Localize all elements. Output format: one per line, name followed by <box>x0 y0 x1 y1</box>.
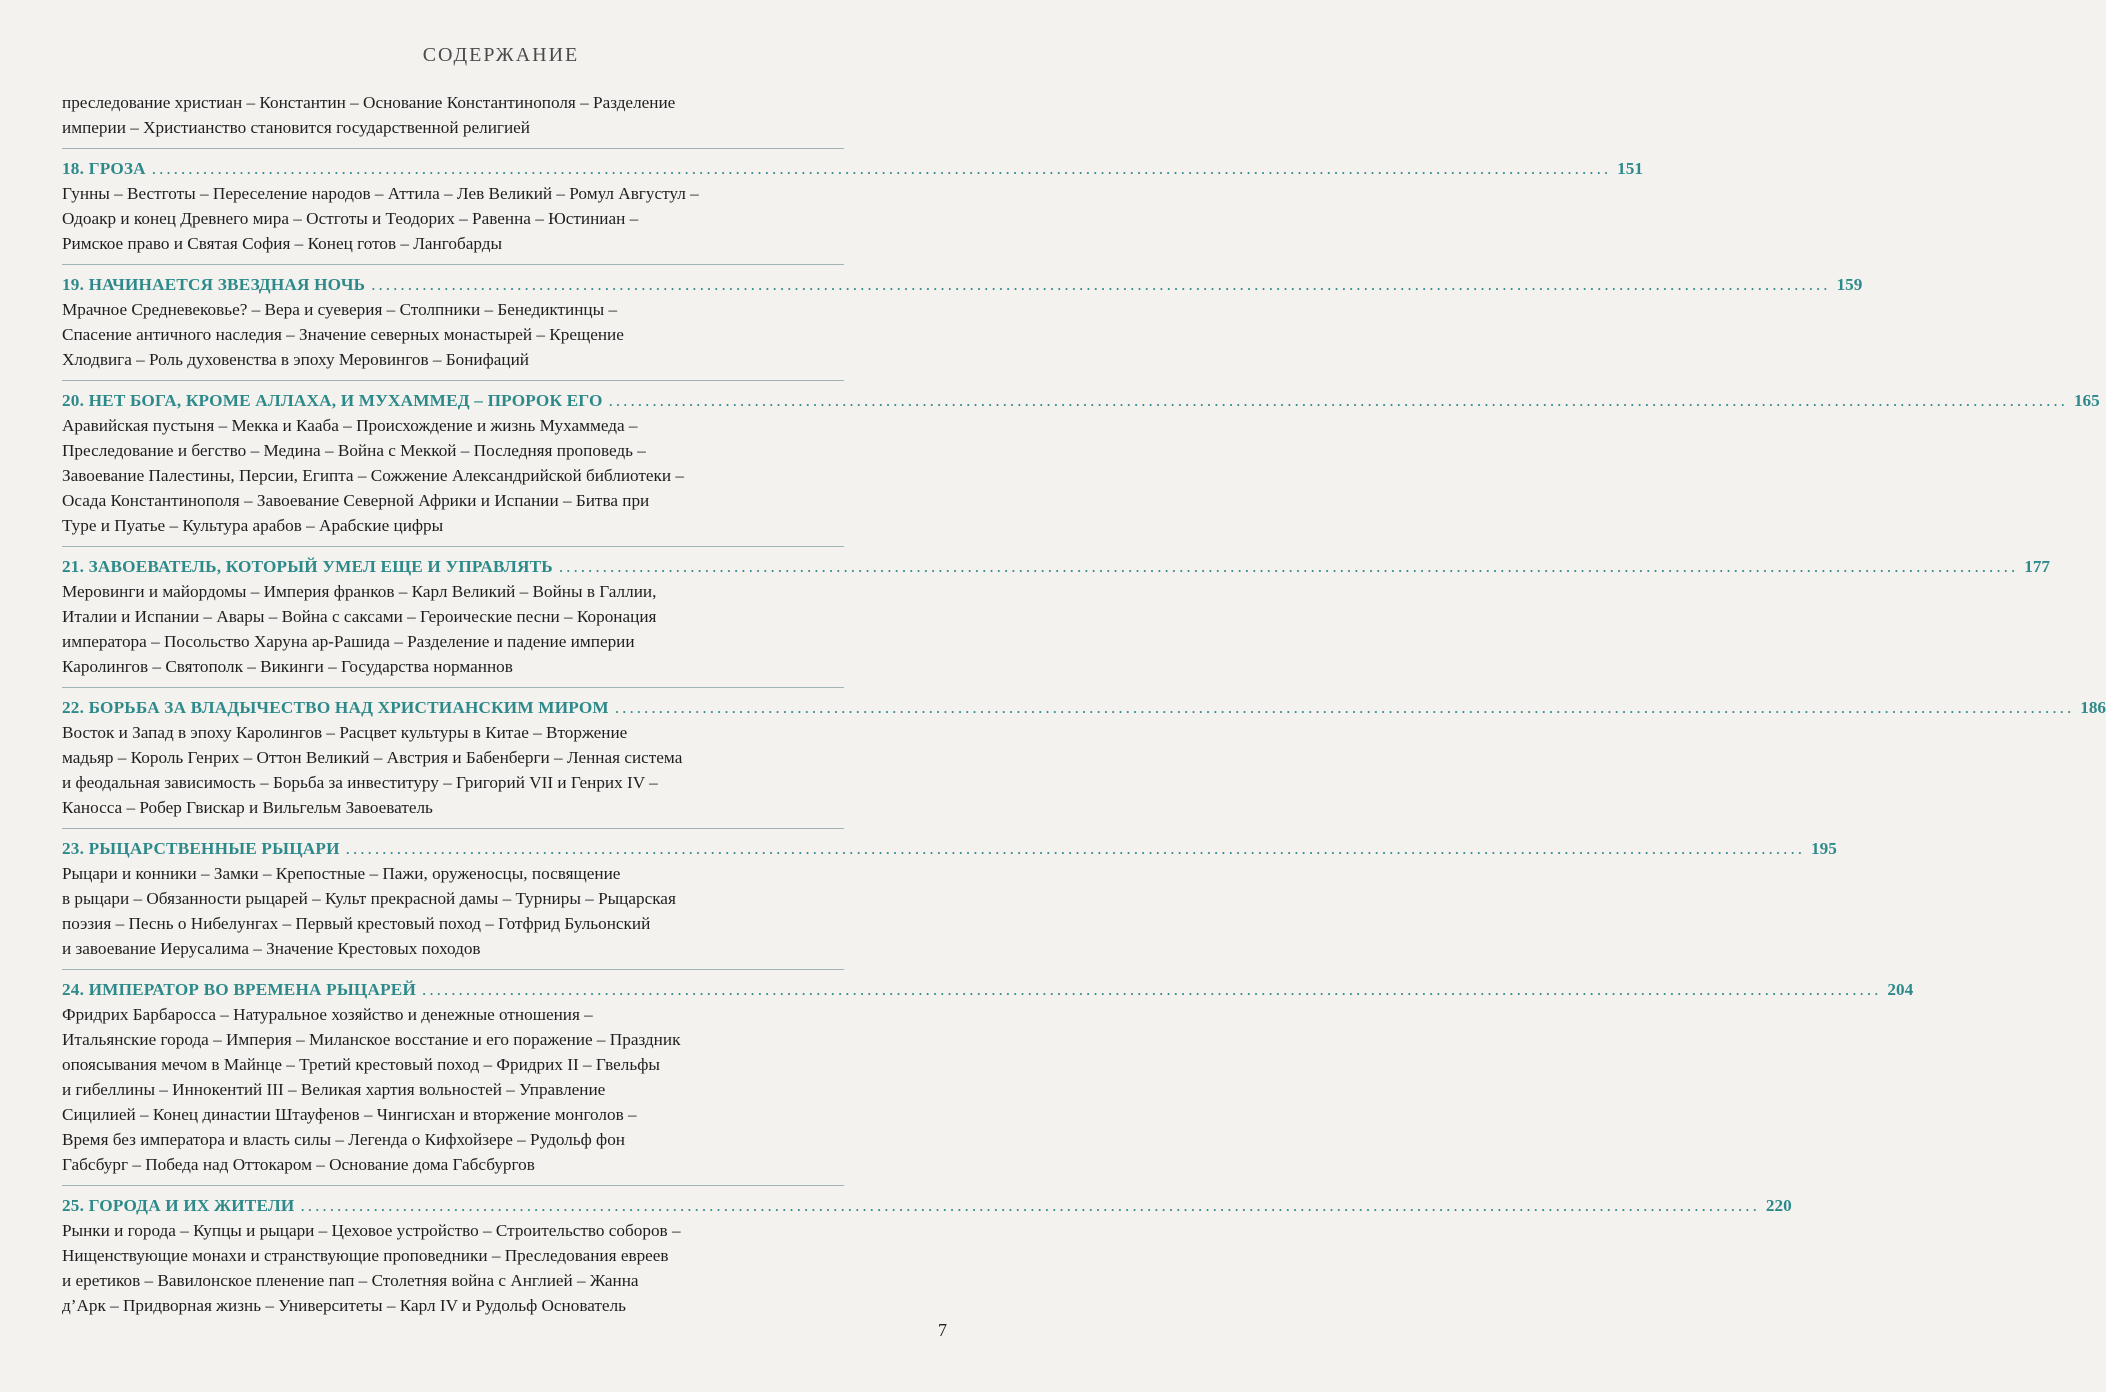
chapter-divider <box>62 148 844 149</box>
text-line: Италии и Испании – Авары – Война с саксами – Героические песни – Коронация <box>62 607 657 626</box>
text-line: Преследование и бегство – Медина – Война с Меккой – Последняя проповедь – <box>62 441 646 460</box>
leader-dots: ........................................................................................................................................................................................................ <box>422 980 1882 999</box>
text-line: и феодальная зависимость – Борьба за инвеституру – Григорий VII и Генрих IV – <box>62 773 658 792</box>
leader-dots: ........................................................................................................................................................................................................ <box>371 275 1831 294</box>
chapter-title: 20. НЕТ БОГА, КРОМЕ АЛЛАХА, И МУХАММЕД – ПРОРОК ЕГО <box>62 391 603 410</box>
chapter-page-number: 159 <box>1836 275 1863 294</box>
chapter-heading[interactable] <box>62 388 2100 413</box>
chapter-divider <box>62 969 844 970</box>
chapter-heading[interactable] <box>62 554 2051 579</box>
toc-content <box>62 90 2106 1318</box>
text-line: Туре и Пуатье – Культура арабов – Арабские цифры <box>62 516 444 535</box>
toc-chapter <box>62 264 1863 372</box>
leader-dots: ........................................................................................................................................................................................................ <box>558 557 2019 576</box>
text-line: Каносса – Робер Гвискар и Вильгельм Завоеватель <box>62 798 433 817</box>
text-line: и еретиков – Вавилонское пленение пап – Столетняя война с Англией – Жанна <box>62 1271 639 1290</box>
text-line: Хлодвига – Роль духовенства в эпоху Меровингов – Бонифаций <box>62 350 529 369</box>
toc-chapter <box>62 969 1914 1177</box>
text-line: Каролингов – Святополк – Викинги – Государства норманнов <box>62 657 513 676</box>
chapter-title: 21. ЗАВОЕВАТЕЛЬ, КОТОРЫЙ УМЕЛ ЕЩЕ И УПРАВЛЯТЬ <box>62 557 553 576</box>
chapter-heading[interactable] <box>62 977 1914 1002</box>
text-line: Завоевание Палестины, Персии, Египта – Сожжение Александрийской библиотеки – <box>62 466 684 485</box>
chapter-topics <box>62 1218 844 1318</box>
toc-chapter <box>62 828 1837 961</box>
text-line: Сицилией – Конец династии Штауфенов – Чингисхан и вторжение монголов – <box>62 1105 637 1124</box>
chapter-heading[interactable] <box>62 156 1643 181</box>
chapter-divider <box>62 264 844 265</box>
text-line: преследование христиан – Константин – Основание Константинополя – Разделение <box>62 93 676 112</box>
chapter-heading[interactable] <box>62 272 1863 297</box>
chapter-title: 23. РЫЦАРСТВЕННЫЕ РЫЦАРИ <box>62 839 340 858</box>
chapter-title: 18. ГРОЗА <box>62 159 146 178</box>
text-line: Рыцари и конники – Замки – Крепостные – Пажи, оруженосцы, посвящение <box>62 864 621 883</box>
chapter-topics <box>62 861 844 961</box>
chapter-page-number: 151 <box>1617 159 1643 178</box>
page-number: 7 <box>938 1320 947 1340</box>
text-line: опоясывания мечом в Майнце – Третий крестовый поход – Фридрих II – Гвельфы <box>62 1055 660 1074</box>
text-line: мадьяр – Король Генрих – Оттон Великий – Австрия и Бабенберги – Ленная система <box>62 748 683 767</box>
chapter-page-number: 165 <box>2073 391 2100 410</box>
chapter-title: 22. БОРЬБА ЗА ВЛАДЫЧЕСТВО НАД ХРИСТИАНСКИМ МИРОМ <box>62 698 609 717</box>
text-line: и завоевание Иерусалима – Значение Крестовых походов <box>62 939 481 958</box>
chapter-topics <box>62 297 844 372</box>
toc-chapter <box>62 148 1643 256</box>
text-line: Одоакр и конец Древнего мира – Остготы и Теодорих – Равенна – Юстиниан – <box>62 209 639 228</box>
text-line: Нищенствующие монахи и странствующие проповедники – Преследования евреев <box>62 1246 669 1265</box>
chapter-title: 24. ИМПЕРАТОР ВО ВРЕМЕНА РЫЦАРЕЙ <box>62 980 417 999</box>
chapter-page-number: 177 <box>2024 557 2051 576</box>
text-line: Римское право и Святая София – Конец готов – Лангобарды <box>62 234 502 253</box>
chapter-topics <box>62 413 844 538</box>
toc-chapter <box>62 380 2100 538</box>
text-line: Габсбург – Победа над Оттокаром – Основание дома Габсбургов <box>62 1155 535 1174</box>
toc-chapter <box>62 687 2106 820</box>
text-line: д’Арк – Придворная жизнь – Университеты – Карл IV и Рудольф Основатель <box>62 1296 626 1315</box>
chapter-divider <box>62 687 844 688</box>
chapter-topics <box>62 579 844 679</box>
toc-chapter <box>62 546 2051 679</box>
toc-chapter <box>62 1185 1792 1318</box>
text-line: империи – Христианство становится государственной религией <box>62 118 530 137</box>
chapter-heading[interactable] <box>62 1193 1792 1218</box>
chapter-heading[interactable] <box>62 695 2106 720</box>
chapter-divider <box>62 546 844 547</box>
text-line: Аравийская пустыня – Мекка и Кааба – Происхождение и жизнь Мухаммеда – <box>62 416 638 435</box>
text-line: Мрачное Средневековье? – Вера и суеверия – Столпники – Бенедиктинцы – <box>62 300 618 319</box>
chapter-page-number: 195 <box>1811 839 1837 858</box>
chapter-title: 19. НАЧИНАЕТСЯ ЗВЕЗДНАЯ НОЧЬ <box>62 275 366 294</box>
text-line: Спасение античного наследия – Значение северных монастырей – Крещение <box>62 325 624 344</box>
chapter-page-number: 204 <box>1887 980 1914 999</box>
chapter-topics <box>62 181 844 256</box>
text-line: Время без императора и власть силы – Легенда о Кифхойзере – Рудольф фон <box>62 1130 625 1149</box>
chapter-heading[interactable] <box>62 836 1837 861</box>
text-line: и гибеллины – Иннокентий III – Великая хартия вольностей – Управление <box>62 1080 606 1099</box>
chapter-divider <box>62 380 844 381</box>
text-line: Рынки и города – Купцы и рыцари – Цеховое устройство – Строительство соборов – <box>62 1221 681 1240</box>
intro-text <box>62 90 844 140</box>
chapter-divider <box>62 1185 844 1186</box>
chapter-topics <box>62 720 844 820</box>
chapter-list <box>62 148 2106 1318</box>
chapter-topics <box>62 1002 844 1177</box>
chapter-divider <box>62 828 844 829</box>
text-line: Итальянские города – Империя – Миланское восстание и его поражение – Праздник <box>62 1030 681 1049</box>
text-line: императора – Посольство Харуна ар-Рашида – Разделение и падение империи <box>62 632 635 651</box>
text-line: в рыцари – Обязанности рыцарей – Культ прекрасной дамы – Турниры – Рыцарская <box>62 889 676 908</box>
text-line: Меровинги и майордомы – Империя франков – Карл Великий – Войны в Галлии, <box>62 582 657 601</box>
leader-dots: ........................................................................................................................................................................................................ <box>300 1196 1760 1215</box>
leader-dots: ........................................................................................................................................................................................................ <box>614 698 2075 717</box>
leader-dots: ........................................................................................................................................................................................................ <box>608 391 2068 410</box>
leader-dots: ........................................................................................................................................................................................................ <box>151 159 1612 178</box>
chapter-page-number: 220 <box>1765 1196 1792 1215</box>
leader-dots: ........................................................................................................................................................................................................ <box>345 839 1806 858</box>
chapter-page-number: 186 <box>2080 698 2106 717</box>
text-line: Фридрих Барбаросса – Натуральное хозяйство и денежные отношения – <box>62 1005 593 1024</box>
running-header: СОДЕРЖАНИЕ <box>422 44 580 66</box>
text-line: Восток и Запад в эпоху Каролингов – Расцвет культуры в Китае – Вторжение <box>62 723 628 742</box>
text-line: поэзия – Песнь о Нибелунгах – Первый крестовый поход – Готфрид Бульонский <box>62 914 651 933</box>
chapter-title: 25. ГОРОДА И ИХ ЖИТЕЛИ <box>62 1196 295 1215</box>
text-line: Осада Константинополя – Завоевание Северной Африки и Испании – Битва при <box>62 491 650 510</box>
text-line: Гунны – Вестготы – Переселение народов – Аттила – Лев Великий – Ромул Августул – <box>62 184 699 203</box>
